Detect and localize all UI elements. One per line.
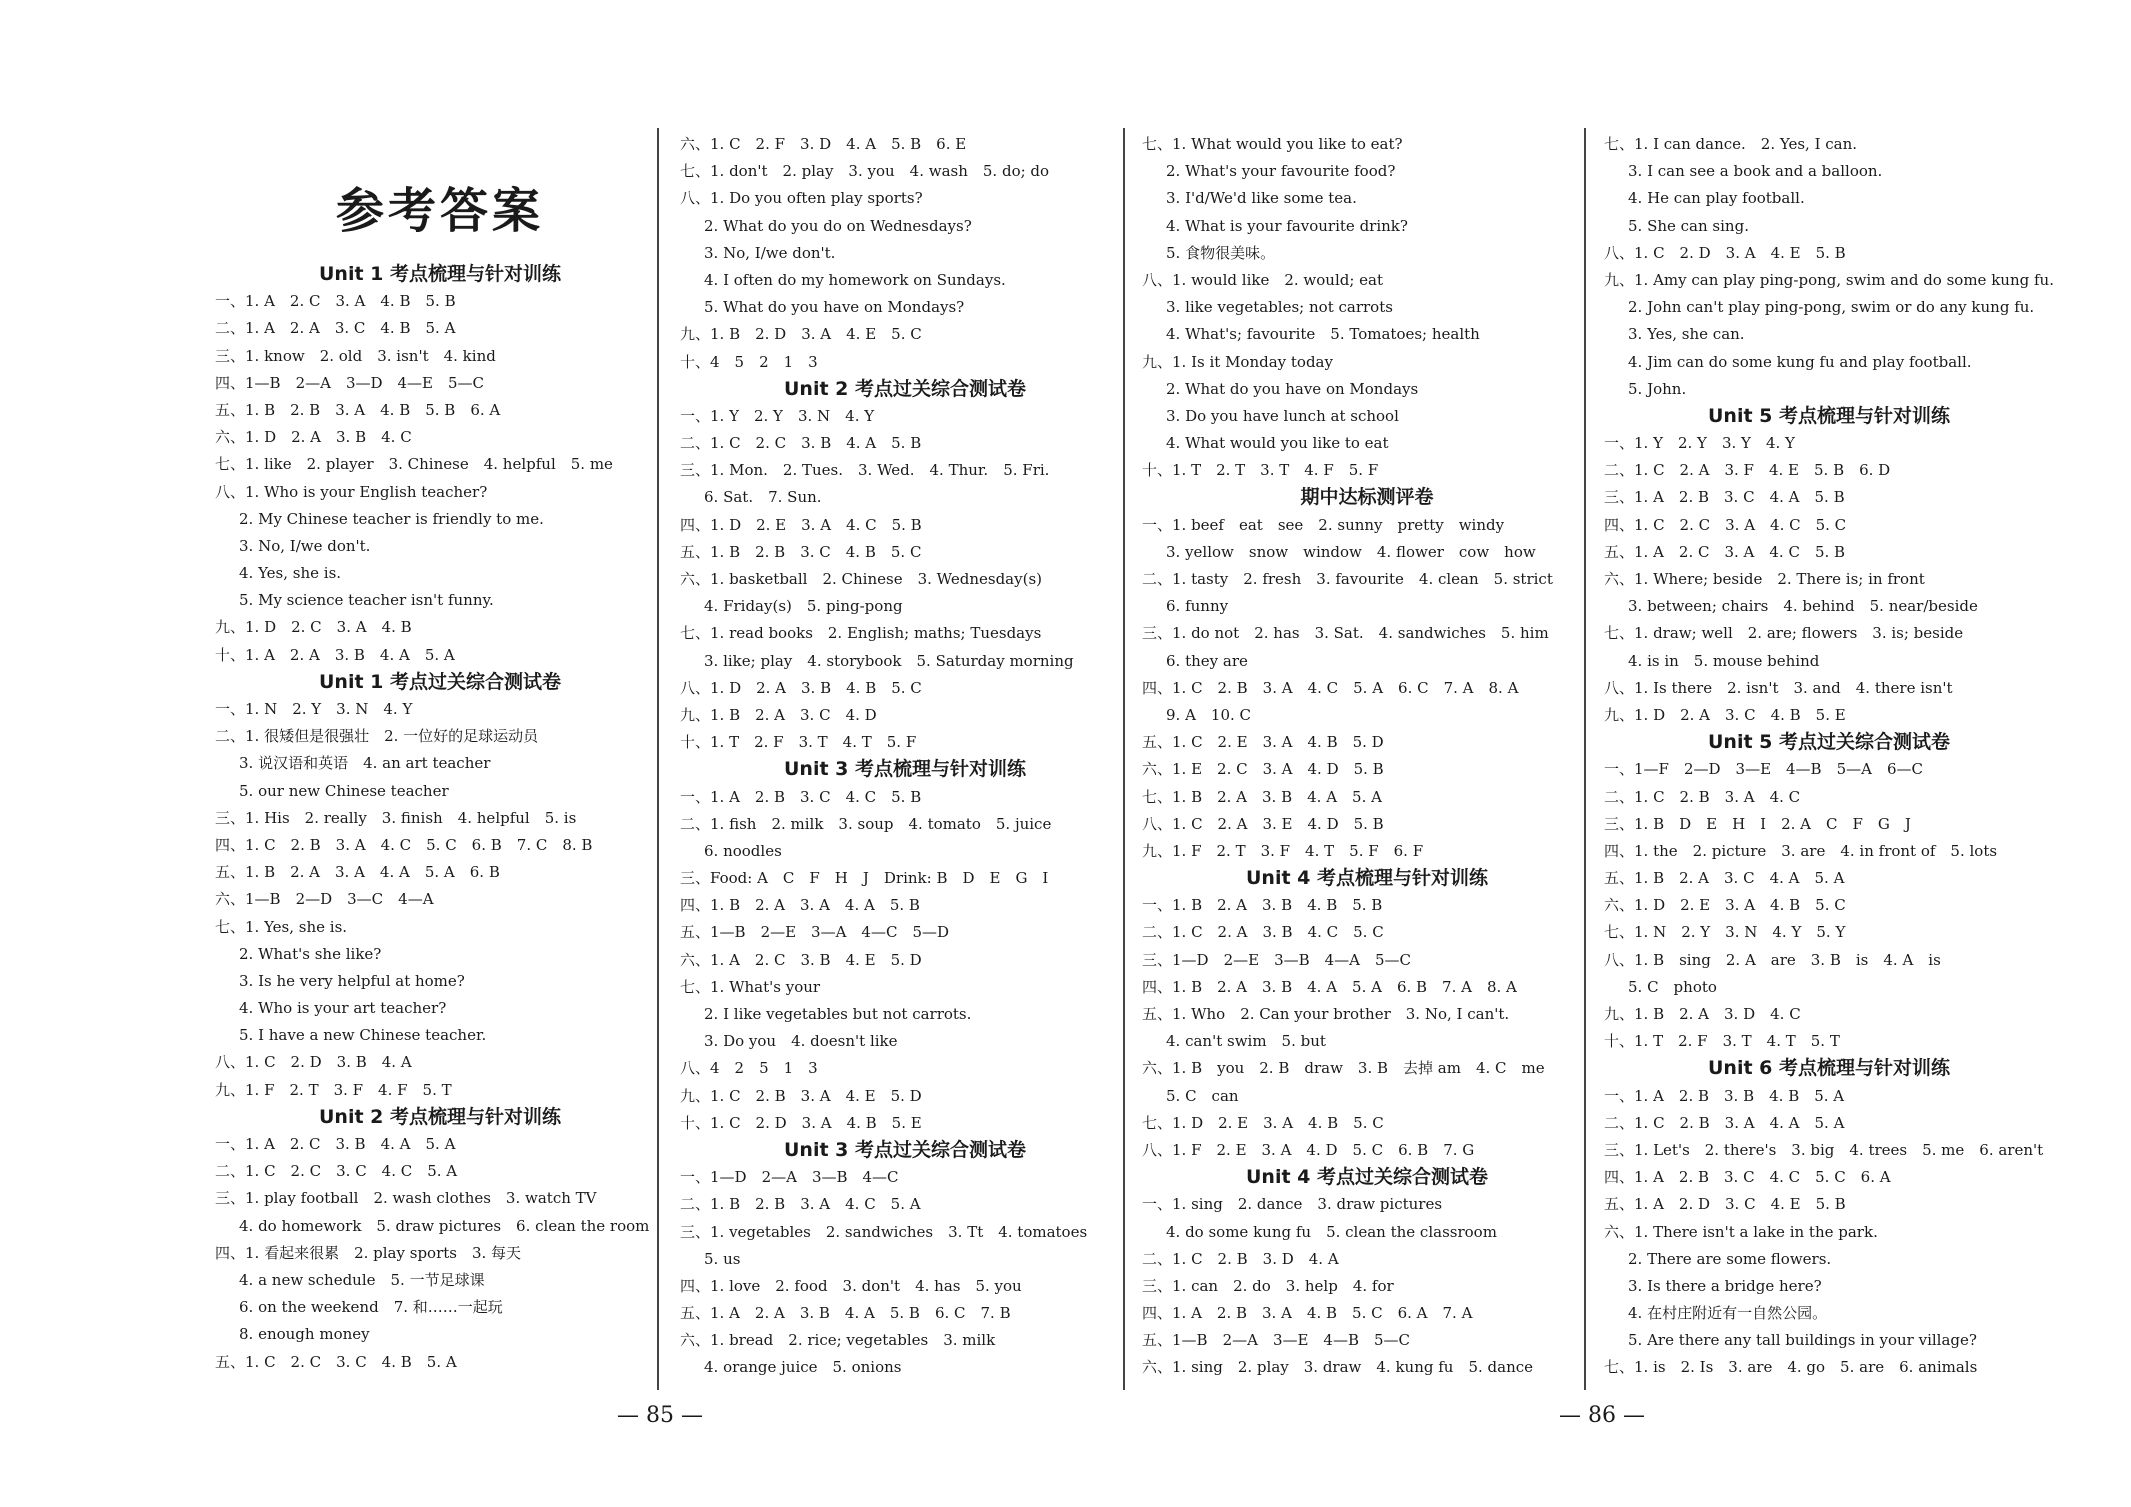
answer-line: 七、1. like 2. player 3. Chinese 4. helpful 5. me [215,455,613,474]
answer-line: 三、1. vegetables 2. sandwiches 3. Tt 4. tomatoes [680,1222,1088,1241]
section-heading: Unit 1 考点过关综合测试卷 [318,670,561,693]
answer-line: 4. 在村庄附近有一自然公园。 [1628,1304,1828,1323]
section-heading: Unit 3 考点过关综合测试卷 [783,1138,1026,1161]
answer-line: 2. What do you do on Wednesdays? [704,216,972,235]
answer-line: 四、1—B 2—A 3—D 4—E 5—C [215,373,485,392]
answer-line: 六、1. Where; beside 2. There is; in front [1604,570,1925,588]
section-heading: Unit 5 考点过关综合测试卷 [1707,731,1950,754]
answer-line: 9. A 10. C [1166,705,1252,724]
section-heading: Unit 4 考点过关综合测试卷 [1245,1166,1488,1189]
answer-line: 二、1. tasty 2. fresh 3. favourite 4. clean 5. strict [1142,570,1553,588]
answer-line: 五、1. B 2. B 3. A 4. B 5. B 6. A [215,400,501,419]
answer-line: 六、1. B you 2. B draw 3. B 去掉 am 4. C me [1142,1059,1545,1078]
answer-line: 三、1. B D E H I 2. A C F G J [1604,814,1911,833]
answer-line: 3. I can see a book and a balloon. [1628,162,1883,181]
answer-line: 五、1—B 2—E 3—A 4—C 5—D [680,923,950,942]
answer-line: 3. Is there a bridge here? [1628,1276,1822,1295]
answer-line: 八、1. B sing 2. A are 3. B is 4. A is [1604,950,1941,969]
answer-line: 四、1. C 2. C 3. A 4. C 5. C [1604,515,1847,534]
answer-line: 5. John. [1628,379,1687,398]
answer-line: 四、1. A 2. B 3. C 4. C 5. C 6. A [1604,1168,1891,1187]
answer-line: 五、1. B 2. A 3. C 4. A 5. A [1604,869,1845,888]
answer-line: 二、1. 很矮但是很强壮 2. 一位好的足球运动员 [215,727,539,746]
answer-line: 七、1. don't 2. play 3. you 4. wash 5. do; do [680,162,1050,181]
answer-line: 一、1—D 2—A 3—B 4—C [680,1168,899,1187]
answer-line: 4. orange juice 5. onions [704,1358,902,1377]
answer-line: 5. My science teacher isn't funny. [239,591,494,610]
answer-line: 五、1—B 2—A 3—E 4—B 5—C [1142,1331,1411,1350]
answer-line: 2. My Chinese teacher is friendly to me. [239,509,544,528]
answer-line: 六、1. D 2. E 3. A 4. B 5. C [1604,896,1846,915]
answer-line: 二、1. C 2. A 3. B 4. C 5. C [1142,923,1384,942]
answer-line: 二、1. C 2. B 3. A 4. A 5. A [1604,1113,1845,1132]
answer-line: 4. Jim can do some kung fu and play football. [1628,352,1972,371]
answer-line: 6. Sat. 7. Sun. [704,488,822,507]
answer-line: 八、1. would like 2. would; eat [1142,270,1384,289]
answer-line: 5. 食物很美味。 [1166,243,1276,262]
answer-line: 三、1. A 2. B 3. C 4. A 5. B [1604,488,1845,507]
answer-line: 八、1. C 2. A 3. E 4. D 5. B [1142,814,1384,833]
section-heading: Unit 4 考点梳理与针对训练 [1245,867,1488,890]
answer-line: 3. like; play 4. storybook 5. Saturday morning [704,651,1074,670]
answer-line: 一、1—F 2—D 3—E 4—B 5—A 6—C [1604,760,1923,779]
answer-line: 六、1. sing 2. play 3. draw 4. kung fu 5. dance [1142,1358,1534,1377]
answer-line: 4. He can play football. [1628,189,1805,208]
page-number-left: — 85 — [617,1403,703,1428]
answer-line: 八、1. Do you often play sports? [680,189,923,208]
answer-line: 4. What is your favourite drink? [1166,216,1408,235]
section-heading: Unit 2 考点梳理与针对训练 [318,1105,561,1128]
answer-line: 十、1. T 2. F 3. T 4. T 5. T [1604,1032,1840,1051]
answer-line: 4. Friday(s) 5. ping-pong [704,597,903,616]
answer-line: 二、1. C 2. B 3. D 4. A [1142,1249,1339,1268]
answer-line: 三、1. His 2. really 3. finish 4. helpful 5. is [215,808,577,827]
answer-line: 一、1. Y 2. Y 3. Y 4. Y [1604,434,1795,453]
answer-line: 2. What do you have on Mondays [1166,379,1419,398]
answer-line: 七、1. Yes, she is. [215,917,348,936]
answer-line: 四、1. C 2. B 3. A 4. C 5. A 6. C 7. A 8. A [1142,678,1519,697]
answer-column-1 [215,131,665,1376]
answer-line: 四、1. A 2. B 3. A 4. B 5. C 6. A 7. A [1142,1304,1473,1323]
answer-line: 七、1. read books 2. English; maths; Tuesdays [680,624,1042,643]
answer-line: 一、1. Y 2. Y 3. N 4. Y [680,406,875,425]
answer-line: 九、1. C 2. B 3. A 4. E 5. D [680,1086,922,1105]
answer-line: 5. C can [1166,1086,1239,1105]
answer-line: 四、1. the 2. picture 3. are 4. in front of 5. lots [1604,841,1998,860]
answer-line: 3. Do you 4. doesn't like [704,1032,898,1051]
answer-line: 七、1. D 2. E 3. A 4. B 5. C [1142,1113,1384,1132]
answer-line: 8. enough money [239,1325,370,1344]
answer-line: 一、1. beef eat see 2. sunny pretty windy [1142,515,1505,534]
answer-line: 四、1. 看起来很累 2. play sports 3. 每天 [215,1243,522,1262]
answer-line: 十、1. T 2. T 3. T 4. F 5. F [1142,461,1379,480]
answer-line: 三、1. can 2. do 3. help 4. for [1142,1276,1394,1295]
answer-column-2 [680,131,1130,1382]
answer-line: 3. No, I/we don't. [704,243,836,262]
answer-line: 一、1. A 2. B 3. C 4. C 5. B [680,787,922,806]
answer-line: 五、1. A 2. C 3. A 4. C 5. B [1604,542,1846,561]
answer-line: 九、1. F 2. T 3. F 4. T 5. F 6. F [1142,841,1424,860]
answer-line: 六、1—B 2—D 3—C 4—A [215,890,434,909]
answer-line: 三、1. play football 2. wash clothes 3. watch TV [215,1189,597,1208]
answer-line: 九、1. B 2. A 3. C 4. D [680,705,877,724]
answer-line: 二、1. C 2. A 3. F 4. E 5. B 6. D [1604,461,1891,480]
answer-line: 5. She can sing. [1628,216,1749,235]
answer-line: 五、1. B 2. A 3. A 4. A 5. A 6. B [215,863,500,882]
answer-line: 四、1. C 2. B 3. A 4. C 5. C 6. B 7. C 8. B [215,835,593,854]
answer-line: 3. Is he very helpful at home? [239,971,465,990]
answer-line: 十、1. T 2. F 3. T 4. T 5. F [680,733,917,752]
answer-line: 3. Do you have lunch at school [1166,406,1399,425]
answer-line: 六、1. basketball 2. Chinese 3. Wednesday(s) [680,570,1042,588]
answer-line: 3. No, I/we don't. [239,536,371,555]
answer-line: 一、1. A 2. C 3. A 4. B 5. B [215,292,456,311]
section-heading: Unit 5 考点梳理与针对训练 [1707,404,1950,427]
answer-line: 七、1. N 2. Y 3. N 4. Y 5. Y [1604,923,1846,942]
answer-line: 4. a new schedule 5. 一节足球课 [239,1270,485,1289]
answer-line: 四、1. B 2. A 3. B 4. A 5. A 6. B 7. A 8. A [1142,977,1517,996]
answer-line: 六、1. E 2. C 3. A 4. D 5. B [1142,760,1384,779]
answer-line: 一、1. sing 2. dance 3. draw pictures [1142,1195,1443,1214]
answer-line: 5. What do you have on Mondays? [704,298,965,317]
answer-line: 五、1. C 2. C 3. C 4. B 5. A [215,1352,457,1371]
answer-line: 八、1. Who is your English teacher? [215,482,488,501]
answer-line: 八、1. C 2. D 3. A 4. E 5. B [1604,243,1846,262]
answer-line: 6. on the weekend 7. 和……一起玩 [239,1298,503,1317]
answer-line: 5. C photo [1628,977,1717,996]
answer-line: 九、1. B 2. D 3. A 4. E 5. C [680,325,922,344]
answer-line: 三、1. do not 2. has 3. Sat. 4. sandwiches 5. him [1142,624,1549,643]
answer-line: 六、1. A 2. C 3. B 4. E 5. D [680,950,922,969]
answer-line: 4. is in 5. mouse behind [1628,651,1820,670]
answer-line: 一、1. A 2. C 3. B 4. A 5. A [215,1135,456,1153]
section-heading: Unit 2 考点过关综合测试卷 [783,377,1026,400]
answer-line: 三、1. know 2. old 3. isn't 4. kind [215,346,496,365]
answer-line: 3. Yes, she can. [1628,325,1745,344]
section-heading: 期中达标测评卷 [1300,486,1434,509]
answer-line: 七、1. draw; well 2. are; flowers 3. is; beside [1604,624,1964,643]
answer-line: 3. like vegetables; not carrots [1166,298,1393,317]
answer-line: 六、1. bread 2. rice; vegetables 3. milk [680,1331,996,1350]
answer-line: 5. our new Chinese teacher [239,781,449,800]
answer-line: 八、1. Is there 2. isn't 3. and 4. there isn't [1604,678,1953,697]
answer-line: 六、1. There isn't a lake in the park. [1604,1222,1878,1241]
answer-column-3 [1142,131,1592,1382]
answer-line: 5. us [704,1249,741,1268]
answer-line: 4. do homework 5. draw pictures 6. clean the room [239,1216,650,1235]
answer-line: 三、Food: A C F H J Drink: B D E G I [680,869,1049,888]
answer-line: 4. Yes, she is. [239,564,342,583]
answer-line: 六、1. D 2. A 3. B 4. C [215,428,412,447]
answer-line: 三、1. Let's 2. there's 3. big 4. trees 5. me 6. aren't [1604,1140,2044,1159]
answer-line: 一、1. N 2. Y 3. N 4. Y [215,700,413,718]
answer-line: 五、1. A 2. D 3. C 4. E 5. B [1604,1195,1846,1214]
answer-line: 五、1. A 2. A 3. B 4. A 5. B 6. C 7. B [680,1304,1011,1323]
answer-line: 七、1. What's your [680,977,821,996]
answer-line: 3. between; chairs 4. behind 5. near/beside [1628,597,1978,616]
answer-line: 五、1. C 2. E 3. A 4. B 5. D [1142,733,1384,752]
answer-line: 6. they are [1166,651,1248,670]
answer-line: 4. Who is your art teacher? [239,999,447,1018]
answer-line: 4. What's; favourite 5. Tomatoes; health [1166,325,1480,344]
section-heading: Unit 1 考点梳理与针对训练 [318,263,561,285]
answer-line: 二、1. C 2. C 3. B 4. A 5. B [680,434,922,453]
answer-line: 十、1. C 2. D 3. A 4. B 5. E [680,1113,922,1132]
answer-line: 2. There are some flowers. [1628,1249,1832,1268]
answer-line: 3. 说汉语和英语 4. an art teacher [239,754,491,773]
answer-line: 二、1. fish 2. milk 3. soup 4. tomato 5. juice [680,814,1052,833]
answer-line: 一、1. A 2. B 3. B 4. B 5. A [1604,1086,1845,1105]
answer-line: 2. What's she like? [239,944,382,963]
answer-line: 九、1. F 2. T 3. F 4. F 5. T [215,1080,452,1099]
answer-line: 4. do some kung fu 5. clean the classroom [1166,1222,1497,1241]
section-heading: Unit 6 考点梳理与针对训练 [1707,1057,1950,1080]
answer-line: 4. I often do my homework on Sundays. [704,270,1006,289]
answer-line: 2. I like vegetables but not carrots. [704,1005,972,1023]
answer-line: 3. yellow snow window 4. flower cow how [1166,542,1536,561]
answer-line: 4. can't swim 5. but [1166,1032,1326,1051]
answer-line: 6. noodles [704,841,782,860]
answer-line: 五、1. B 2. B 3. C 4. B 5. C [680,542,922,561]
answer-line: 九、1. B 2. A 3. D 4. C [1604,1005,1801,1023]
answer-line: 6. funny [1166,597,1229,616]
answer-line: 2. John can't play ping-pong, swim or do any kung fu. [1628,298,2035,317]
answer-line: 四、1. love 2. food 3. don't 4. has 5. you [680,1276,1022,1295]
answer-line: 七、1. I can dance. 2. Yes, I can. [1604,135,1858,153]
answer-line: 八、1. F 2. E 3. A 4. D 5. C 6. B 7. G [1142,1140,1475,1159]
answer-line: 十、1. A 2. A 3. B 4. A 5. A [215,645,455,664]
answer-line: 七、1. is 2. Is 3. are 4. go 5. are 6. animals [1604,1358,1978,1377]
answer-line: 九、1. D 2. C 3. A 4. B [215,618,412,637]
answer-line: 八、4 2 5 1 3 [680,1059,818,1078]
answer-line: 5. I have a new Chinese teacher. [239,1026,487,1045]
answer-line: 二、1. B 2. B 3. A 4. C 5. A [680,1195,921,1214]
answer-line: 八、1. D 2. A 3. B 4. B 5. C [680,678,922,697]
page-title: 参考答案 [335,183,544,239]
answer-line: 二、1. C 2. B 3. A 4. C [1604,787,1801,806]
answer-line: 2. What's your favourite food? [1166,162,1396,181]
answer-line: 5. Are there any tall buildings in your village? [1628,1331,1977,1350]
answer-line: 五、1. Who 2. Can your brother 3. No, I can't. [1142,1005,1510,1023]
answer-line: 九、1. Amy can play ping-pong, swim and do some kung fu. [1604,270,2054,289]
answer-line: 十、4 5 2 1 3 [680,352,818,371]
answer-column-4 [1604,131,2054,1382]
answer-line: 七、1. B 2. A 3. B 4. A 5. A [1142,787,1382,806]
answer-line: 七、1. What would you like to eat? [1142,135,1403,153]
answer-line: 3. I'd/We'd like some tea. [1166,189,1357,208]
answer-line: 三、1. Mon. 2. Tues. 3. Wed. 4. Thur. 5. Fri. [680,461,1050,480]
answer-line: 九、1. D 2. A 3. C 4. B 5. E [1604,705,1846,724]
answer-line: 二、1. A 2. A 3. C 4. B 5. A [215,319,456,338]
answer-line: 一、1. B 2. A 3. B 4. B 5. B [1142,896,1383,915]
answer-line: 四、1. D 2. E 3. A 4. C 5. B [680,515,922,534]
answer-line: 三、1—D 2—E 3—B 4—A 5—C [1142,950,1412,969]
answer-line: 九、1. Is it Monday today [1142,352,1333,371]
answer-line: 六、1. C 2. F 3. D 4. A 5. B 6. E [680,135,967,153]
answer-line: 4. What would you like to eat [1166,434,1389,453]
answer-line: 八、1. C 2. D 3. B 4. A [215,1053,412,1072]
section-heading: Unit 3 考点梳理与针对训练 [783,758,1026,781]
answer-line: 二、1. C 2. C 3. C 4. C 5. A [215,1162,458,1181]
answer-line: 四、1. B 2. A 3. A 4. A 5. B [680,896,920,915]
page-number-right: — 86 — [1559,1403,1645,1428]
